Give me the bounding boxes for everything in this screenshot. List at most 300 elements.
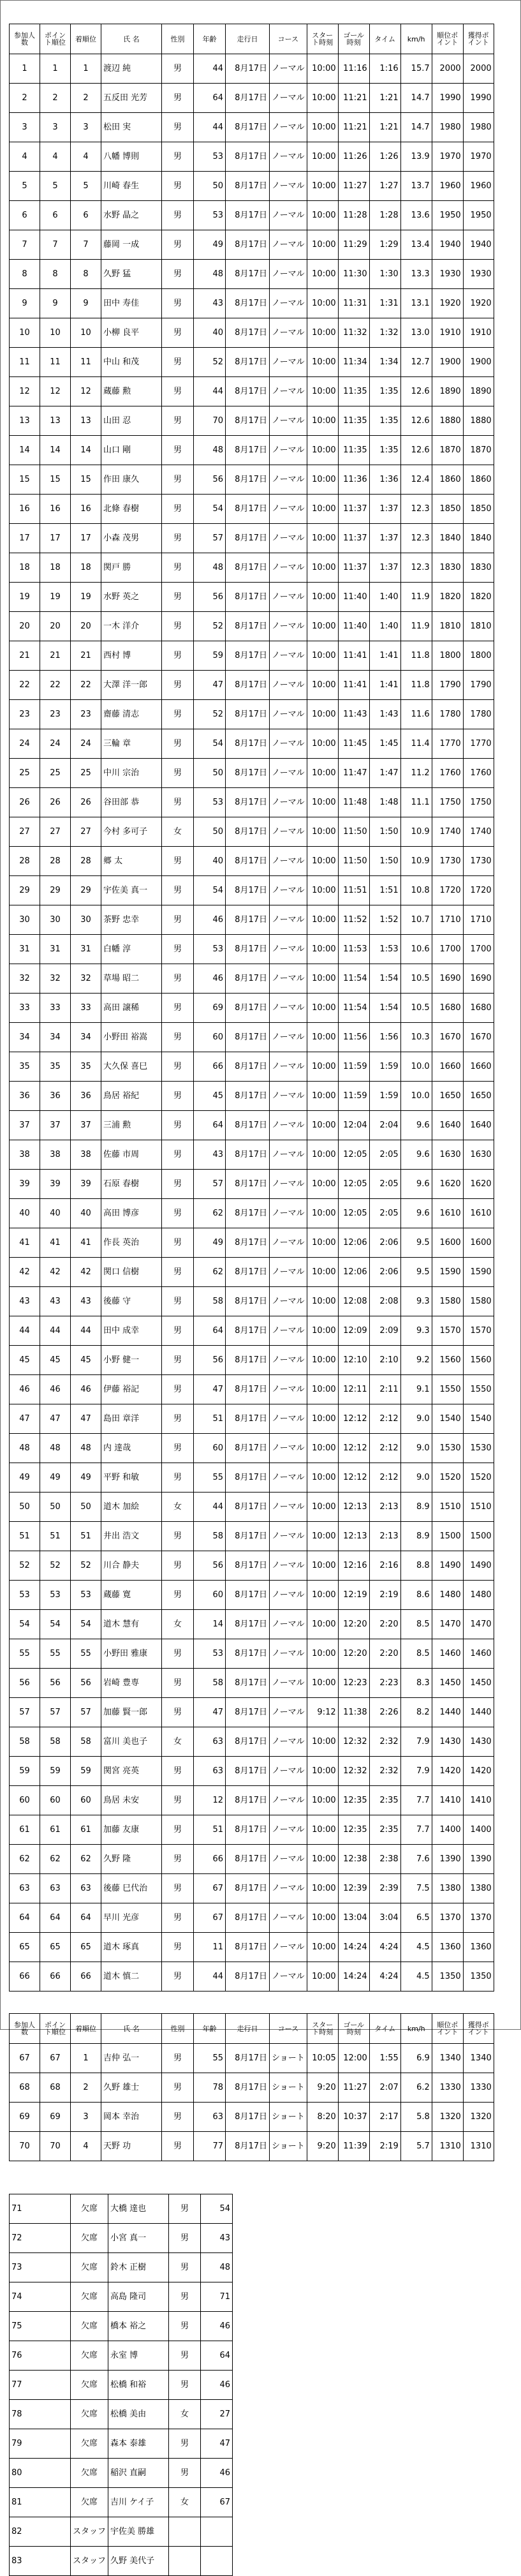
table-row xyxy=(10,2194,233,2224)
participants-cell: 1 xyxy=(10,54,40,84)
arrival-rank-cell: 32 xyxy=(71,964,101,994)
participants-cell: 68 xyxy=(10,2073,40,2103)
point-rank-cell: 27 xyxy=(40,817,71,847)
point-rank-cell: 10 xyxy=(40,318,71,348)
course-cell: ノーマル xyxy=(270,847,307,876)
goal-time-cell: 11:41 xyxy=(338,671,369,700)
name-cell: 道木 慧有 xyxy=(101,1610,162,1639)
start-time-cell: 10:00 xyxy=(307,1669,338,1698)
participants-cell: 82 xyxy=(10,2517,71,2547)
earned-points-cell: 1560 xyxy=(463,1346,494,1375)
table-row xyxy=(10,142,494,172)
course-cell: ノーマル xyxy=(270,260,307,289)
speed-cell: 8.2 xyxy=(400,1698,432,1727)
rank-points-cell: 1670 xyxy=(432,1023,463,1052)
participants-cell: 67 xyxy=(10,2044,40,2073)
date-cell: 8月17日 xyxy=(226,1404,270,1434)
point-rank-cell: 45 xyxy=(40,1346,71,1375)
participants-cell: 2 xyxy=(10,84,40,113)
speed-cell: 7.7 xyxy=(400,1815,432,1845)
age-cell: 77 xyxy=(194,2132,226,2161)
age-cell: 64 xyxy=(194,84,226,113)
goal-time-cell: 12:12 xyxy=(338,1434,369,1463)
goal-time-cell: 11:32 xyxy=(338,318,369,348)
goal-time-cell: 11:16 xyxy=(338,54,369,84)
date-cell: 8月17日 xyxy=(226,1845,270,1874)
date-cell: 8月17日 xyxy=(226,700,270,729)
table-row xyxy=(10,1698,494,1727)
goal-time-cell: 11:36 xyxy=(338,465,369,495)
time-cell: 1:29 xyxy=(369,230,400,260)
gender-cell xyxy=(169,2517,201,2547)
point-rank-cell: 36 xyxy=(40,1082,71,1111)
age-cell: 62 xyxy=(194,1258,226,1287)
gender-cell: 女 xyxy=(162,1493,194,1522)
arrival-rank-cell: 58 xyxy=(71,1727,101,1757)
earned-points-cell: 1770 xyxy=(463,729,494,759)
gender-cell: 女 xyxy=(162,1610,194,1639)
point-rank-cell: 11 xyxy=(40,348,71,377)
start-time-cell: 10:00 xyxy=(307,1434,338,1463)
table-row xyxy=(10,2224,233,2253)
date-cell: 8月17日 xyxy=(226,759,270,788)
speed-cell: 9.6 xyxy=(400,1111,432,1140)
speed-cell: 10.5 xyxy=(400,964,432,994)
header-start-time: スタート時刻 xyxy=(307,24,338,54)
table-row xyxy=(10,2103,494,2132)
name-cell: 加藤 友康 xyxy=(101,1815,162,1845)
course-cell: ノーマル xyxy=(270,113,307,142)
participants-cell: 34 xyxy=(10,1023,40,1052)
date-cell: 8月17日 xyxy=(226,1463,270,1493)
time-cell: 2:06 xyxy=(369,1258,400,1287)
participants-cell: 17 xyxy=(10,524,40,553)
name-cell: 中山 和茂 xyxy=(101,348,162,377)
name-cell: 久野 美代子 xyxy=(108,2547,169,2576)
header-time: タイム xyxy=(369,24,400,54)
earned-points-cell: 1420 xyxy=(463,1757,494,1786)
gender-cell: 男 xyxy=(162,964,194,994)
rank-points-cell: 1690 xyxy=(432,964,463,994)
course-cell: ノーマル xyxy=(270,1522,307,1551)
gender-cell: 男 xyxy=(162,201,194,230)
date-cell: 8月17日 xyxy=(226,641,270,671)
age-cell: 44 xyxy=(194,377,226,406)
header-goal-time: ゴール時刻 xyxy=(338,2014,369,2044)
age-cell: 40 xyxy=(194,847,226,876)
goal-time-cell: 11:45 xyxy=(338,729,369,759)
speed-cell: 13.1 xyxy=(400,289,432,318)
point-rank-cell: 60 xyxy=(40,1786,71,1815)
rank-points-cell: 1380 xyxy=(432,1874,463,1903)
header-point-rank: ポイント順位 xyxy=(40,24,71,54)
start-time-cell: 10:00 xyxy=(307,84,338,113)
table-row xyxy=(10,788,494,817)
age-cell: 55 xyxy=(194,2044,226,2073)
goal-time-cell: 14:24 xyxy=(338,1962,369,1992)
date-cell: 8月17日 xyxy=(226,1551,270,1581)
participants-cell: 43 xyxy=(10,1287,40,1316)
start-time-cell: 10:00 xyxy=(307,1199,338,1228)
speed-cell: 12.6 xyxy=(400,377,432,406)
table-row xyxy=(10,817,494,847)
earned-points-cell: 1650 xyxy=(463,1082,494,1111)
table-row xyxy=(10,641,494,671)
gender-cell: 男 xyxy=(169,2371,201,2400)
name-cell: 後藤 巳代治 xyxy=(101,1874,162,1903)
age-cell: 54 xyxy=(194,495,226,524)
age-cell: 48 xyxy=(201,2253,233,2282)
course-cell: ノーマル xyxy=(270,612,307,641)
point-rank-cell: 39 xyxy=(40,1170,71,1199)
speed-cell: 13.6 xyxy=(400,201,432,230)
time-cell: 1:30 xyxy=(369,260,400,289)
participants-cell: 66 xyxy=(10,1962,40,1992)
gender-cell: 男 xyxy=(169,2429,201,2459)
time-cell: 2:08 xyxy=(369,1287,400,1316)
participants-cell: 18 xyxy=(10,553,40,583)
age-cell: 56 xyxy=(194,1551,226,1581)
name-cell: 道木 加絵 xyxy=(101,1493,162,1522)
course-cell: ノーマル xyxy=(270,1845,307,1874)
age-cell: 58 xyxy=(194,1522,226,1551)
gender-cell: 男 xyxy=(162,289,194,318)
name-cell: 関戸 勝 xyxy=(101,553,162,583)
start-time-cell: 10:00 xyxy=(307,583,338,612)
earned-points-cell: 1500 xyxy=(463,1522,494,1551)
speed-cell: 10.8 xyxy=(400,876,432,905)
arrival-rank-cell: 22 xyxy=(71,671,101,700)
point-rank-cell: 22 xyxy=(40,671,71,700)
header-date: 走行日 xyxy=(226,24,270,54)
speed-cell: 9.6 xyxy=(400,1199,432,1228)
course-cell: ノーマル xyxy=(270,553,307,583)
rank-points-cell: 1390 xyxy=(432,1845,463,1874)
status-cell: 欠席 xyxy=(71,2341,108,2371)
header-course: コース xyxy=(270,2014,307,2044)
time-cell: 1:34 xyxy=(369,348,400,377)
start-time-cell: 10:00 xyxy=(307,1610,338,1639)
start-time-cell: 10:00 xyxy=(307,847,338,876)
course-cell: ショート xyxy=(270,2132,307,2161)
goal-time-cell: 14:24 xyxy=(338,1933,369,1962)
start-time-cell: 10:00 xyxy=(307,1170,338,1199)
speed-cell: 8.9 xyxy=(400,1522,432,1551)
course-cell: ノーマル xyxy=(270,54,307,84)
rank-points-cell: 1980 xyxy=(432,113,463,142)
participants-cell: 36 xyxy=(10,1082,40,1111)
arrival-rank-cell: 35 xyxy=(71,1052,101,1082)
header-start-time: スタート時刻 xyxy=(307,2014,338,2044)
arrival-rank-cell: 26 xyxy=(71,788,101,817)
participants-cell: 12 xyxy=(10,377,40,406)
table-row xyxy=(10,260,494,289)
gender-cell: 男 xyxy=(162,1140,194,1170)
gender-cell: 男 xyxy=(162,1933,194,1962)
point-rank-cell: 64 xyxy=(40,1903,71,1933)
earned-points-cell: 1920 xyxy=(463,289,494,318)
date-cell: 8月17日 xyxy=(226,230,270,260)
gender-cell: 男 xyxy=(162,348,194,377)
gender-cell: 女 xyxy=(169,2488,201,2517)
participants-cell: 72 xyxy=(10,2224,71,2253)
speed-cell: 12.3 xyxy=(400,553,432,583)
age-cell: 60 xyxy=(194,1581,226,1610)
time-cell: 1:50 xyxy=(369,847,400,876)
earned-points-cell: 1830 xyxy=(463,553,494,583)
rank-points-cell: 1650 xyxy=(432,1082,463,1111)
name-cell: 久野 猛 xyxy=(101,260,162,289)
date-cell: 8月17日 xyxy=(226,406,270,436)
name-cell: 松田 実 xyxy=(101,113,162,142)
date-cell: 8月17日 xyxy=(226,964,270,994)
age-cell: 44 xyxy=(194,113,226,142)
point-rank-cell: 62 xyxy=(40,1845,71,1874)
rank-points-cell: 1660 xyxy=(432,1052,463,1082)
point-rank-cell: 67 xyxy=(40,2044,71,2073)
earned-points-cell: 1360 xyxy=(463,1933,494,1962)
table-row xyxy=(10,1346,494,1375)
goal-time-cell: 11:43 xyxy=(338,700,369,729)
rank-points-cell: 1890 xyxy=(432,377,463,406)
date-cell: 8月17日 xyxy=(226,1199,270,1228)
date-cell: 8月17日 xyxy=(226,465,270,495)
name-cell: 川合 静夫 xyxy=(101,1551,162,1581)
arrival-rank-cell: 54 xyxy=(71,1610,101,1639)
table-row xyxy=(10,2488,233,2517)
gender-cell: 男 xyxy=(162,759,194,788)
arrival-rank-cell: 11 xyxy=(71,348,101,377)
start-time-cell: 10:00 xyxy=(307,1786,338,1815)
gender-cell: 男 xyxy=(162,1786,194,1815)
name-cell: 蔵藤 勲 xyxy=(101,377,162,406)
goal-time-cell: 11:37 xyxy=(338,524,369,553)
start-time-cell: 10:00 xyxy=(307,759,338,788)
goal-time-cell: 11:39 xyxy=(338,2132,369,2161)
table-row xyxy=(10,113,494,142)
age-cell: 48 xyxy=(194,436,226,465)
point-rank-cell: 32 xyxy=(40,964,71,994)
start-time-cell: 10:00 xyxy=(307,1023,338,1052)
point-rank-cell: 5 xyxy=(40,172,71,201)
point-rank-cell: 37 xyxy=(40,1111,71,1140)
name-cell: 吉仲 弘一 xyxy=(101,2044,162,2073)
point-rank-cell: 20 xyxy=(40,612,71,641)
gender-cell: 男 xyxy=(169,2194,201,2224)
time-cell: 1:56 xyxy=(369,1023,400,1052)
date-cell: 8月17日 xyxy=(226,1052,270,1082)
earned-points-cell: 1470 xyxy=(463,1610,494,1639)
status-cell: スタッフ xyxy=(71,2517,108,2547)
gender-cell: 男 xyxy=(162,406,194,436)
table-row xyxy=(10,1052,494,1082)
earned-points-cell: 1880 xyxy=(463,406,494,436)
participants-cell: 49 xyxy=(10,1463,40,1493)
speed-cell: 13.7 xyxy=(400,172,432,201)
gender-cell: 男 xyxy=(162,553,194,583)
goal-time-cell: 11:28 xyxy=(338,201,369,230)
age-cell: 52 xyxy=(194,612,226,641)
age-cell: 52 xyxy=(194,700,226,729)
course-cell: ノーマル xyxy=(270,1023,307,1052)
goal-time-cell: 12:05 xyxy=(338,1170,369,1199)
gender-cell: 男 xyxy=(162,1199,194,1228)
rank-points-cell: 1770 xyxy=(432,729,463,759)
earned-points-cell: 1340 xyxy=(463,2044,494,2073)
start-time-cell: 10:00 xyxy=(307,1463,338,1493)
age-cell xyxy=(201,2517,233,2547)
name-cell: 橋本 裕之 xyxy=(108,2312,169,2341)
course-cell: ノーマル xyxy=(270,436,307,465)
time-cell: 2:20 xyxy=(369,1639,400,1669)
course-cell: ノーマル xyxy=(270,759,307,788)
name-cell: 作田 康久 xyxy=(101,465,162,495)
goal-time-cell: 12:12 xyxy=(338,1404,369,1434)
age-cell: 56 xyxy=(194,583,226,612)
gender-cell: 男 xyxy=(162,1698,194,1727)
rank-points-cell: 1900 xyxy=(432,348,463,377)
table-row xyxy=(10,1874,494,1903)
age-cell: 48 xyxy=(194,553,226,583)
age-cell: 69 xyxy=(194,994,226,1023)
age-cell: 46 xyxy=(194,964,226,994)
participants-cell: 8 xyxy=(10,260,40,289)
name-cell: 今村 多可子 xyxy=(101,817,162,847)
point-rank-cell: 25 xyxy=(40,759,71,788)
participants-cell: 54 xyxy=(10,1610,40,1639)
table-row xyxy=(10,847,494,876)
gender-cell: 男 xyxy=(169,2224,201,2253)
gender-cell: 男 xyxy=(162,1815,194,1845)
arrival-rank-cell: 12 xyxy=(71,377,101,406)
gender-cell: 男 xyxy=(162,1962,194,1992)
earned-points-cell: 1620 xyxy=(463,1170,494,1199)
earned-points-cell: 1680 xyxy=(463,994,494,1023)
course-cell: ノーマル xyxy=(270,1170,307,1199)
header-age: 年齢 xyxy=(194,2014,226,2044)
earned-points-cell: 1760 xyxy=(463,759,494,788)
time-cell: 1:32 xyxy=(369,318,400,348)
rank-points-cell: 1320 xyxy=(432,2103,463,2132)
absent-and-staff-table xyxy=(9,2194,233,2576)
table-row xyxy=(10,1903,494,1933)
arrival-rank-cell: 49 xyxy=(71,1463,101,1493)
age-cell: 64 xyxy=(194,1111,226,1140)
age-cell: 52 xyxy=(194,348,226,377)
earned-points-cell: 1970 xyxy=(463,142,494,172)
participants-cell: 75 xyxy=(10,2312,71,2341)
course-cell: ノーマル xyxy=(270,1404,307,1434)
time-cell: 2:13 xyxy=(369,1522,400,1551)
arrival-rank-cell: 24 xyxy=(71,729,101,759)
age-cell: 47 xyxy=(194,1698,226,1727)
date-cell: 8月17日 xyxy=(226,905,270,935)
age-cell: 43 xyxy=(194,1140,226,1170)
age-cell: 47 xyxy=(201,2429,233,2459)
start-time-cell: 10:00 xyxy=(307,406,338,436)
participants-cell: 3 xyxy=(10,113,40,142)
name-cell: 天野 功 xyxy=(101,2132,162,2161)
table-row xyxy=(10,2429,233,2459)
participants-cell: 21 xyxy=(10,641,40,671)
rank-points-cell: 1700 xyxy=(432,935,463,964)
name-cell: 小柳 良平 xyxy=(101,318,162,348)
point-rank-cell: 44 xyxy=(40,1316,71,1346)
arrival-rank-cell: 2 xyxy=(71,2073,101,2103)
arrival-rank-cell: 64 xyxy=(71,1903,101,1933)
start-time-cell: 10:00 xyxy=(307,495,338,524)
participants-cell: 78 xyxy=(10,2400,71,2429)
speed-cell: 9.6 xyxy=(400,1170,432,1199)
goal-time-cell: 12:10 xyxy=(338,1346,369,1375)
course-cell: ノーマル xyxy=(270,230,307,260)
date-cell: 8月17日 xyxy=(226,729,270,759)
time-cell: 1:53 xyxy=(369,935,400,964)
arrival-rank-cell: 1 xyxy=(71,2044,101,2073)
speed-cell: 4.5 xyxy=(400,1933,432,1962)
arrival-rank-cell: 66 xyxy=(71,1962,101,1992)
age-cell: 64 xyxy=(194,1316,226,1346)
earned-points-cell: 1380 xyxy=(463,1874,494,1903)
arrival-rank-cell: 59 xyxy=(71,1757,101,1786)
point-rank-cell: 4 xyxy=(40,142,71,172)
participants-cell: 10 xyxy=(10,318,40,348)
gender-cell: 男 xyxy=(162,1581,194,1610)
name-cell: 郷 太 xyxy=(101,847,162,876)
name-cell: 宇佐美 真一 xyxy=(101,876,162,905)
start-time-cell: 10:00 xyxy=(307,671,338,700)
age-cell: 53 xyxy=(194,935,226,964)
name-cell: 茶野 忠幸 xyxy=(101,905,162,935)
participants-cell: 50 xyxy=(10,1493,40,1522)
speed-cell: 9.0 xyxy=(400,1463,432,1493)
participants-cell: 56 xyxy=(10,1669,40,1698)
goal-time-cell: 11:37 xyxy=(338,495,369,524)
start-time-cell: 10:00 xyxy=(307,1551,338,1581)
point-rank-cell: 12 xyxy=(40,377,71,406)
table-row xyxy=(10,905,494,935)
time-cell: 2:07 xyxy=(369,2073,400,2103)
table-header-row xyxy=(10,24,494,54)
point-rank-cell: 51 xyxy=(40,1522,71,1551)
start-time-cell: 10:00 xyxy=(307,817,338,847)
course-cell: ノーマル xyxy=(270,1727,307,1757)
point-rank-cell: 49 xyxy=(40,1463,71,1493)
earned-points-cell: 1630 xyxy=(463,1140,494,1170)
header-time: タイム xyxy=(369,2014,400,2044)
table-row xyxy=(10,583,494,612)
participants-cell: 24 xyxy=(10,729,40,759)
status-cell: 欠席 xyxy=(71,2400,108,2429)
goal-time-cell: 12:05 xyxy=(338,1199,369,1228)
course-cell: ノーマル xyxy=(270,348,307,377)
participants-cell: 60 xyxy=(10,1786,40,1815)
course-cell: ノーマル xyxy=(270,1463,307,1493)
name-cell: 田中 成幸 xyxy=(101,1316,162,1346)
age-cell: 78 xyxy=(194,2073,226,2103)
goal-time-cell: 12:05 xyxy=(338,1140,369,1170)
course-cell: ノーマル xyxy=(270,1610,307,1639)
course-cell: ノーマル xyxy=(270,1287,307,1316)
gender-cell: 男 xyxy=(169,2459,201,2488)
header-rank-points: 順位ポイント xyxy=(432,2014,463,2044)
gender-cell: 男 xyxy=(162,318,194,348)
gender-cell: 女 xyxy=(169,2400,201,2429)
age-cell: 12 xyxy=(194,1786,226,1815)
start-time-cell: 10:00 xyxy=(307,1522,338,1551)
name-cell: 道木 慎二 xyxy=(101,1962,162,1992)
goal-time-cell: 12:13 xyxy=(338,1522,369,1551)
